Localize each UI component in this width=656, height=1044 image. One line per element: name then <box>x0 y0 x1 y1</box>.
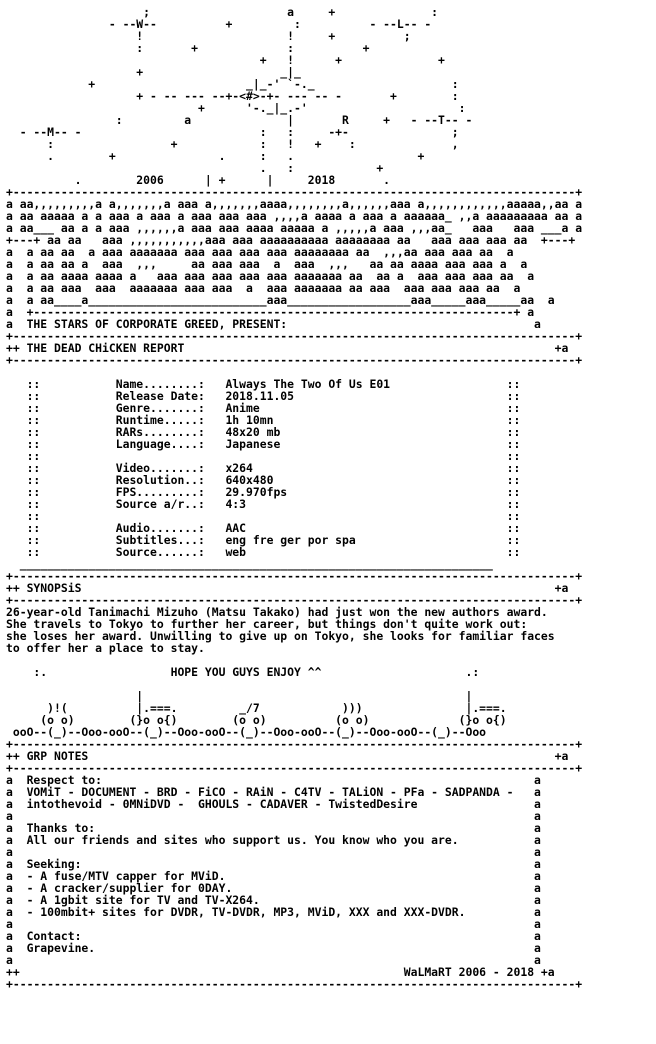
nfo-line: :: Runtime.....: 1h 10mn :: <box>6 413 521 427</box>
nfo-line: + - -- --- --+-<#>-+- --- -- - + : <box>6 89 459 103</box>
nfo-line: a All our friends and sites who support us. You know who you are. a <box>6 833 541 847</box>
nfo-line: : + : ! + : , <box>6 137 459 151</box>
nfo-line: :: Name........: Always The Two Of Us E01 :: <box>6 377 521 391</box>
nfo-line: (o o) (}o o{) (o o) (o o) (}o o{) <box>6 713 507 727</box>
nfo-line: a aa aaaaa a a aaa a aaa a aaa aaa aaa ,,,,a aaaa a aaa a aaaaaa_ ,,a aaaaaaaaa aa a <box>6 209 583 223</box>
nfo-line: a Contact: a <box>6 929 541 943</box>
nfo-line: :: :: <box>6 509 521 523</box>
nfo-line: ++ SYNOPSiS +a <box>6 581 569 595</box>
nfo-line: a - 100mbit+ sites for DVDR, TV-DVDR, MP3, MViD, XXX and XXX-DVDR. a <box>6 905 541 919</box>
nfo-line: :: Release Date: 2018.11.05 :: <box>6 389 521 403</box>
nfo-line: a a <box>6 809 541 823</box>
nfo-line: a a aa aa a aaa aaaaaaa aaa aaa aaa aaa aaaaaaaa aa ,,,aa aaa aaa aa a <box>6 245 514 259</box>
nfo-line: :. HOPE YOU GUYS ENJOY ^^ .: <box>6 665 480 679</box>
nfo-line: : + : + <box>6 41 370 55</box>
nfo-line: + ! + + <box>6 53 445 67</box>
nfo-line: + '-._|_.-' : <box>6 101 466 115</box>
nfo-line: :: Subtitles...: eng fre ger por spa :: <box>6 533 521 547</box>
nfo-line: a Thanks to: a <box>6 821 541 835</box>
nfo-line: - --W-- + : - --L-- - <box>6 17 432 31</box>
nfo-line: a Respect to: a <box>6 773 541 787</box>
nfo-line: _____________________________________________________________________ <box>6 557 493 571</box>
nfo-line: - --M-- - : : -+- ; <box>6 125 459 139</box>
nfo-line: a a aa aaaa aaaa a aaa aaa aaa aaa aaa aaaaaaa aa aa a aaa aaa aaa aa a <box>6 269 535 283</box>
nfo-line: ++ WaLMaRT 2006 - 2018 +a <box>6 965 555 979</box>
nfo-line: a - A 1gbit site for TV and TV-X264. a <box>6 893 541 907</box>
nfo-line: a THE STARS OF CORPORATE GREED, PRESENT: a <box>6 317 541 331</box>
nfo-line: . + . : . + <box>6 149 425 163</box>
nfo-line: :: Source......: web :: <box>6 545 521 559</box>
nfo-line: . 2006 | + | 2018 . <box>6 173 391 187</box>
nfo-line: a intothevoid - 0MNiDVD - GHOULS - CADAVER - TwistedDesire a <box>6 797 541 811</box>
nfo-line: + _|_ <box>6 65 301 79</box>
nfo-line: a - A cracker/supplier for 0DAY. a <box>6 881 541 895</box>
nfo-line: to offer her a place to stay. <box>6 641 205 655</box>
nfo-line: +----------------------------------------------------------------------------------+ <box>6 593 583 607</box>
nfo-line: :: Video.......: x264 :: <box>6 461 521 475</box>
nfo-line: :: RARs........: 48x20 mb :: <box>6 425 521 439</box>
nfo-line: +----------------------------------------------------------------------------------+ <box>6 185 583 199</box>
nfo-line: ; a + : <box>6 5 439 19</box>
nfo-line: :: Language....: Japanese :: <box>6 437 521 451</box>
nfo-line: a VOMiT - DOCUMENT - BRD - FiCO - RAiN - C4TV - TALiON - PFa - SADPANDA - a <box>6 785 541 799</box>
nfo-line: :: Audio.......: AAC :: <box>6 521 521 535</box>
nfo-line: a a aa aaa aaa aaaaaaa aaa aaa a aaa aaaaaaa aa aaa aaa aaa aaa aa a <box>6 281 521 295</box>
nfo-line: a aa___ aa a a aaa ,,,,,,a aaa aaa aaaa aaaaa a ,,,,,a aaa ,,,aa_ aaa aaa ___a a <box>6 221 583 235</box>
nfo-line: :: Resolution..: 640x480 :: <box>6 473 521 487</box>
nfo-line: a a aa____a__________________________aaa__________________aaa_____aaa_____aa a <box>6 293 555 307</box>
nfo-line: :: Source a/r..: 4:3 :: <box>6 497 521 511</box>
nfo-line: :: Genre.......: Anime :: <box>6 401 521 415</box>
nfo-line: She travels to Tokyo to further her career, but things don't quite work out: <box>6 617 528 631</box>
nfo-line: ooO--(_)--Ooo-ooO--(_)--Ooo-ooO--(_)--Ooo-ooO--(_)--Ooo-ooO--(_)--Ooo <box>6 725 487 739</box>
nfo-line: +---+ aa aa aaa ,,,,,,,,,,,aaa aaa aaaaaaaaaa aaaaaaaa aa aaa aaa aaa aa +---+ <box>6 233 576 247</box>
nfo-line: )!( |.===. _/7 ))) |.===. <box>6 701 507 715</box>
nfo-line: +----------------------------------------------------------------------------------+ <box>6 761 583 775</box>
nfo-line: a a <box>6 953 541 967</box>
nfo-line: + _|_-' `-._ : <box>6 77 459 91</box>
nfo-line: a a <box>6 917 541 931</box>
nfo-line: +----------------------------------------------------------------------------------+ <box>6 977 583 991</box>
nfo-line: :: :: <box>6 449 521 463</box>
nfo-line: . : + <box>6 161 384 175</box>
nfo-line: a aa,,,,,,,,,a a,,,,,,,a aaa a,,,,,,,aaaa,,,,,,,,a,,,,,,aaa a,,,,,,,,,,,,aaaaa,,aa a <box>6 197 583 211</box>
nfo-line: ++ THE DEAD CHiCKEN REPORT +a <box>6 341 569 355</box>
nfo-line: she loses her award. Unwilling to give up on Tokyo, she looks for familiar faces <box>6 629 555 643</box>
nfo-line: 26-year-old Tanimachi Mizuho (Matsu Takako) had just won the new authors award. <box>6 605 548 619</box>
nfo-line: : a | R + - --T-- - <box>6 113 473 127</box>
nfo-line: a a <box>6 845 541 859</box>
nfo-line: +----------------------------------------------------------------------------------+ <box>6 353 583 367</box>
nfo-line: +----------------------------------------------------------------------------------+ <box>6 329 583 343</box>
nfo-line: :: FPS.........: 29.970fps :: <box>6 485 521 499</box>
nfo-line: a - A fuse/MTV capper for MViD. a <box>6 869 541 883</box>
nfo-line: a +----------------------------------------------------------------------+ a <box>6 305 535 319</box>
nfo-line: +----------------------------------------------------------------------------------+ <box>6 569 583 583</box>
nfo-line: ++ GRP NOTES +a <box>6 749 569 763</box>
nfo-line: | | <box>6 689 473 703</box>
nfo-line: a Seeking: a <box>6 857 541 871</box>
nfo-line: +----------------------------------------------------------------------------------+ <box>6 737 583 751</box>
nfo-line: a a aa aa a aaa ,,, aa aaa aaa a aaa ,,, aa aa aaaa aaa aaa a a <box>6 257 528 271</box>
nfo-line: ! ! + ; <box>6 29 411 43</box>
nfo-text-viewer <box>6 6 582 990</box>
nfo-line: a Grapevine. a <box>6 941 541 955</box>
